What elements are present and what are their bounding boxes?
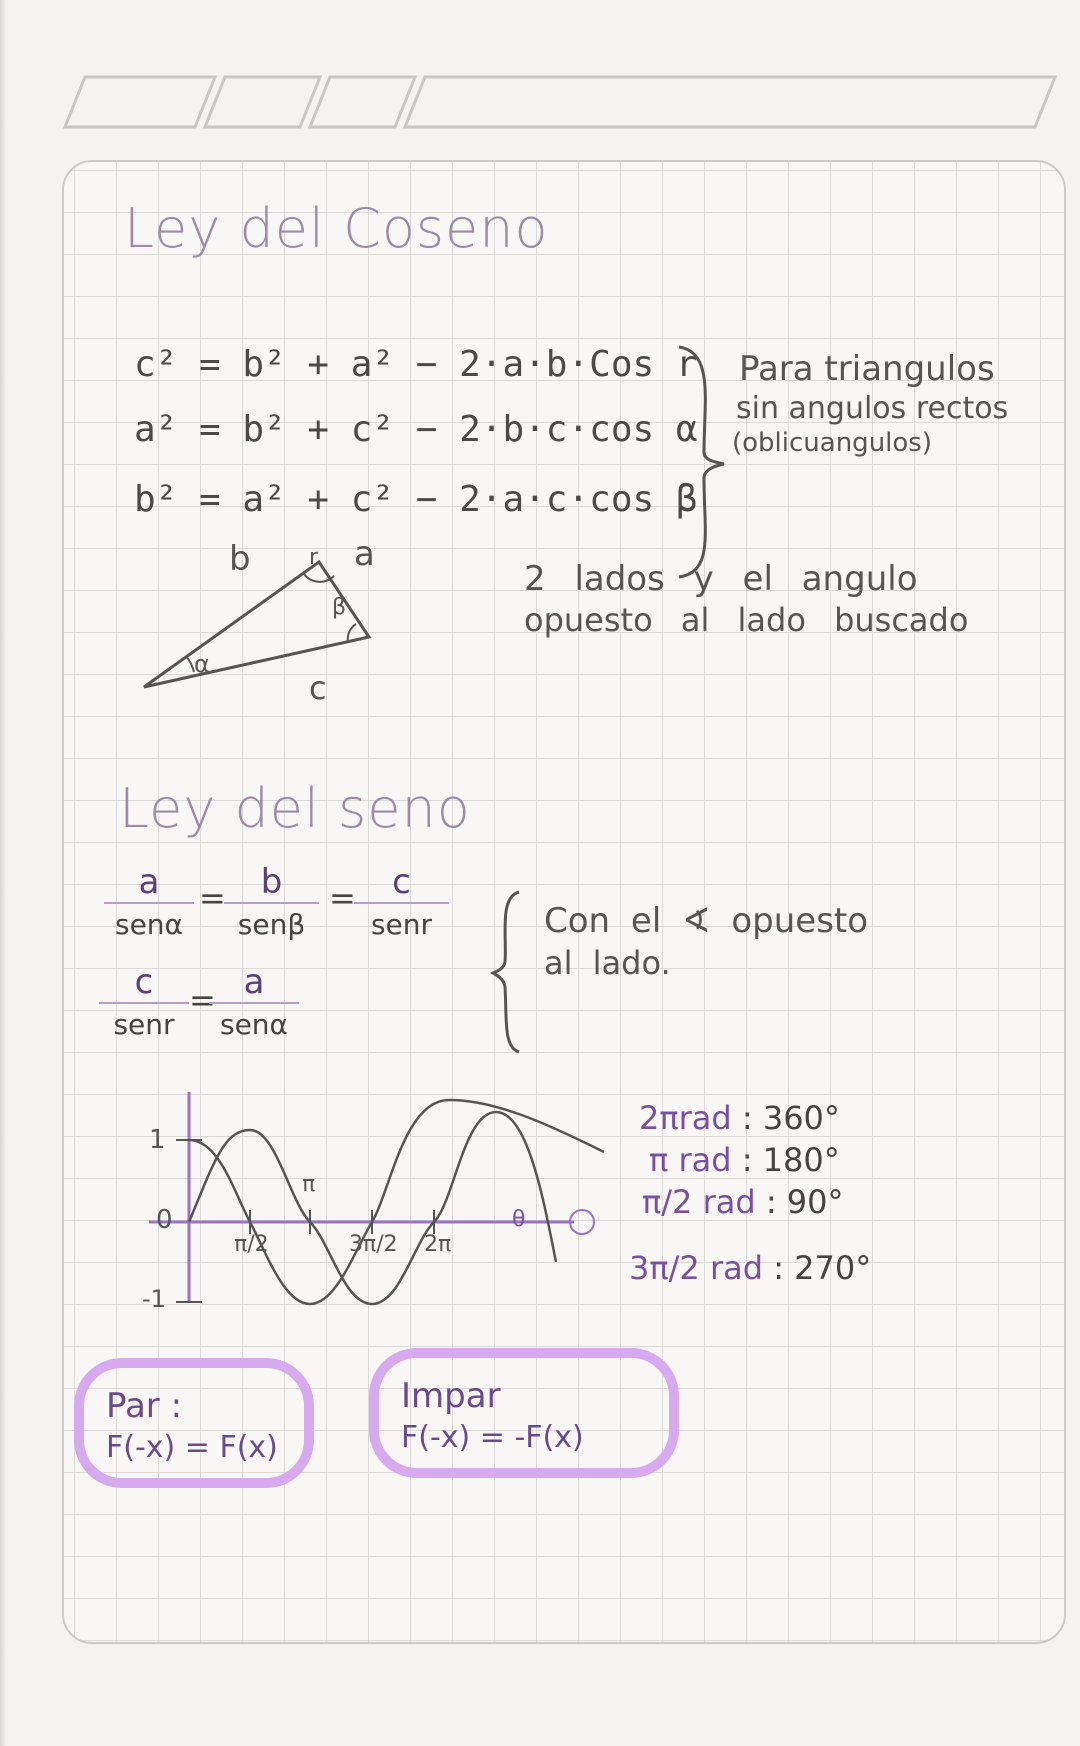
triangle-label-a: a bbox=[354, 534, 375, 574]
sine-equals-3: = bbox=[189, 981, 216, 1019]
sine-ratio-a2-num: a bbox=[243, 962, 265, 1002]
conversion-2-right: : 180° bbox=[741, 1141, 840, 1179]
sine-ratio-c2-den: senr bbox=[99, 1002, 189, 1041]
cosine-usage-line1: 2 lados y el angulo bbox=[524, 559, 918, 599]
conversion-1-right: : 360° bbox=[741, 1099, 840, 1137]
graph-xtick-2pi: 2π bbox=[424, 1232, 452, 1257]
cosine-formula-1: c² = b² + a² − 2·a·b·Cos r bbox=[134, 344, 698, 385]
cosine-note-line2: sin angulos rectos bbox=[736, 391, 1009, 426]
triangle-label-beta: β bbox=[332, 595, 347, 620]
conversion-2-left: π rad bbox=[649, 1141, 732, 1179]
sine-ratio-b-num: b bbox=[260, 862, 283, 902]
sine-ratio-c bbox=[354, 862, 449, 941]
even-label: Par : bbox=[106, 1386, 183, 1426]
conversion-row-3 bbox=[642, 1183, 844, 1221]
conversion-4-left: 3π/2 rad bbox=[629, 1249, 764, 1287]
sine-brace bbox=[489, 887, 529, 1057]
trig-graph bbox=[104, 1082, 664, 1332]
triangle-label-c: c bbox=[309, 669, 327, 707]
sine-ratio-a bbox=[104, 862, 194, 941]
odd-function-bubble bbox=[369, 1348, 679, 1478]
notebook-card bbox=[62, 160, 1066, 1644]
conversion-3-left: π/2 rad bbox=[642, 1183, 756, 1221]
sine-ratio-c-num: c bbox=[392, 862, 411, 902]
conversion-row-4 bbox=[629, 1249, 872, 1287]
sine-ratio-b-den: senβ bbox=[224, 902, 319, 941]
sine-law-title: Ley del seno bbox=[119, 777, 471, 840]
even-rule: F(-x) = F(x) bbox=[106, 1430, 278, 1465]
conversion-4-right: : 270° bbox=[773, 1249, 872, 1287]
page-edge bbox=[0, 0, 6, 1746]
sine-ratio-a2 bbox=[209, 962, 299, 1041]
graph-xtick-pi: π bbox=[302, 1172, 316, 1197]
graph-axis-theta: θ bbox=[512, 1207, 526, 1232]
conversion-row-1 bbox=[639, 1099, 840, 1137]
graph-ytick-0: 0 bbox=[156, 1205, 173, 1235]
graph-ytick-neg1: -1 bbox=[142, 1285, 166, 1313]
triangle-label-r: r bbox=[309, 545, 319, 570]
sine-equals-2: = bbox=[329, 879, 356, 917]
sine-ratio-a-den: senα bbox=[104, 902, 194, 941]
conversion-3-right: : 90° bbox=[765, 1183, 844, 1221]
triangle-diagram bbox=[134, 552, 434, 712]
graph-xtick-3pi-half: 3π/2 bbox=[349, 1232, 398, 1257]
sine-ratio-a-num: a bbox=[138, 862, 160, 902]
cosine-note-line3: (oblicuangulos) bbox=[732, 428, 932, 458]
header-boxes bbox=[60, 72, 1060, 132]
graph-ytick-1: 1 bbox=[149, 1125, 166, 1155]
sine-ratio-c2 bbox=[99, 962, 189, 1041]
cosine-usage-line2: opuesto al lado buscado bbox=[524, 601, 969, 639]
odd-rule: F(-x) = -F(x) bbox=[401, 1420, 584, 1455]
cosine-formula-3: b² = a² + c² − 2·a·c·cos β bbox=[134, 479, 698, 520]
sine-ratio-c-den: senr bbox=[354, 902, 449, 941]
triangle-label-b: b bbox=[229, 539, 251, 579]
sine-note-line1: Con el ∢ opuesto bbox=[544, 901, 869, 941]
triangle-label-alpha: α bbox=[194, 650, 210, 678]
sine-ratio-b bbox=[224, 862, 319, 941]
cosine-formula-2: a² = b² + c² − 2·b·c·cos α bbox=[134, 409, 698, 450]
cosine-note-line1: Para triangulos bbox=[739, 349, 995, 389]
sine-equals-1: = bbox=[199, 879, 226, 917]
sine-ratio-a2-den: senα bbox=[209, 1002, 299, 1041]
conversion-1-left: 2πrad bbox=[639, 1099, 732, 1137]
cosine-brace bbox=[674, 342, 734, 582]
sine-ratio-c2-num: c bbox=[134, 962, 154, 1002]
graph-xtick-pi-half: π/2 bbox=[234, 1232, 269, 1257]
conversion-row-2 bbox=[649, 1141, 840, 1179]
sine-note-line2: al lado. bbox=[544, 944, 671, 982]
even-function-bubble bbox=[74, 1358, 314, 1488]
cosine-law-title: Ley del Coseno bbox=[124, 197, 549, 260]
odd-label: Impar bbox=[401, 1376, 501, 1416]
